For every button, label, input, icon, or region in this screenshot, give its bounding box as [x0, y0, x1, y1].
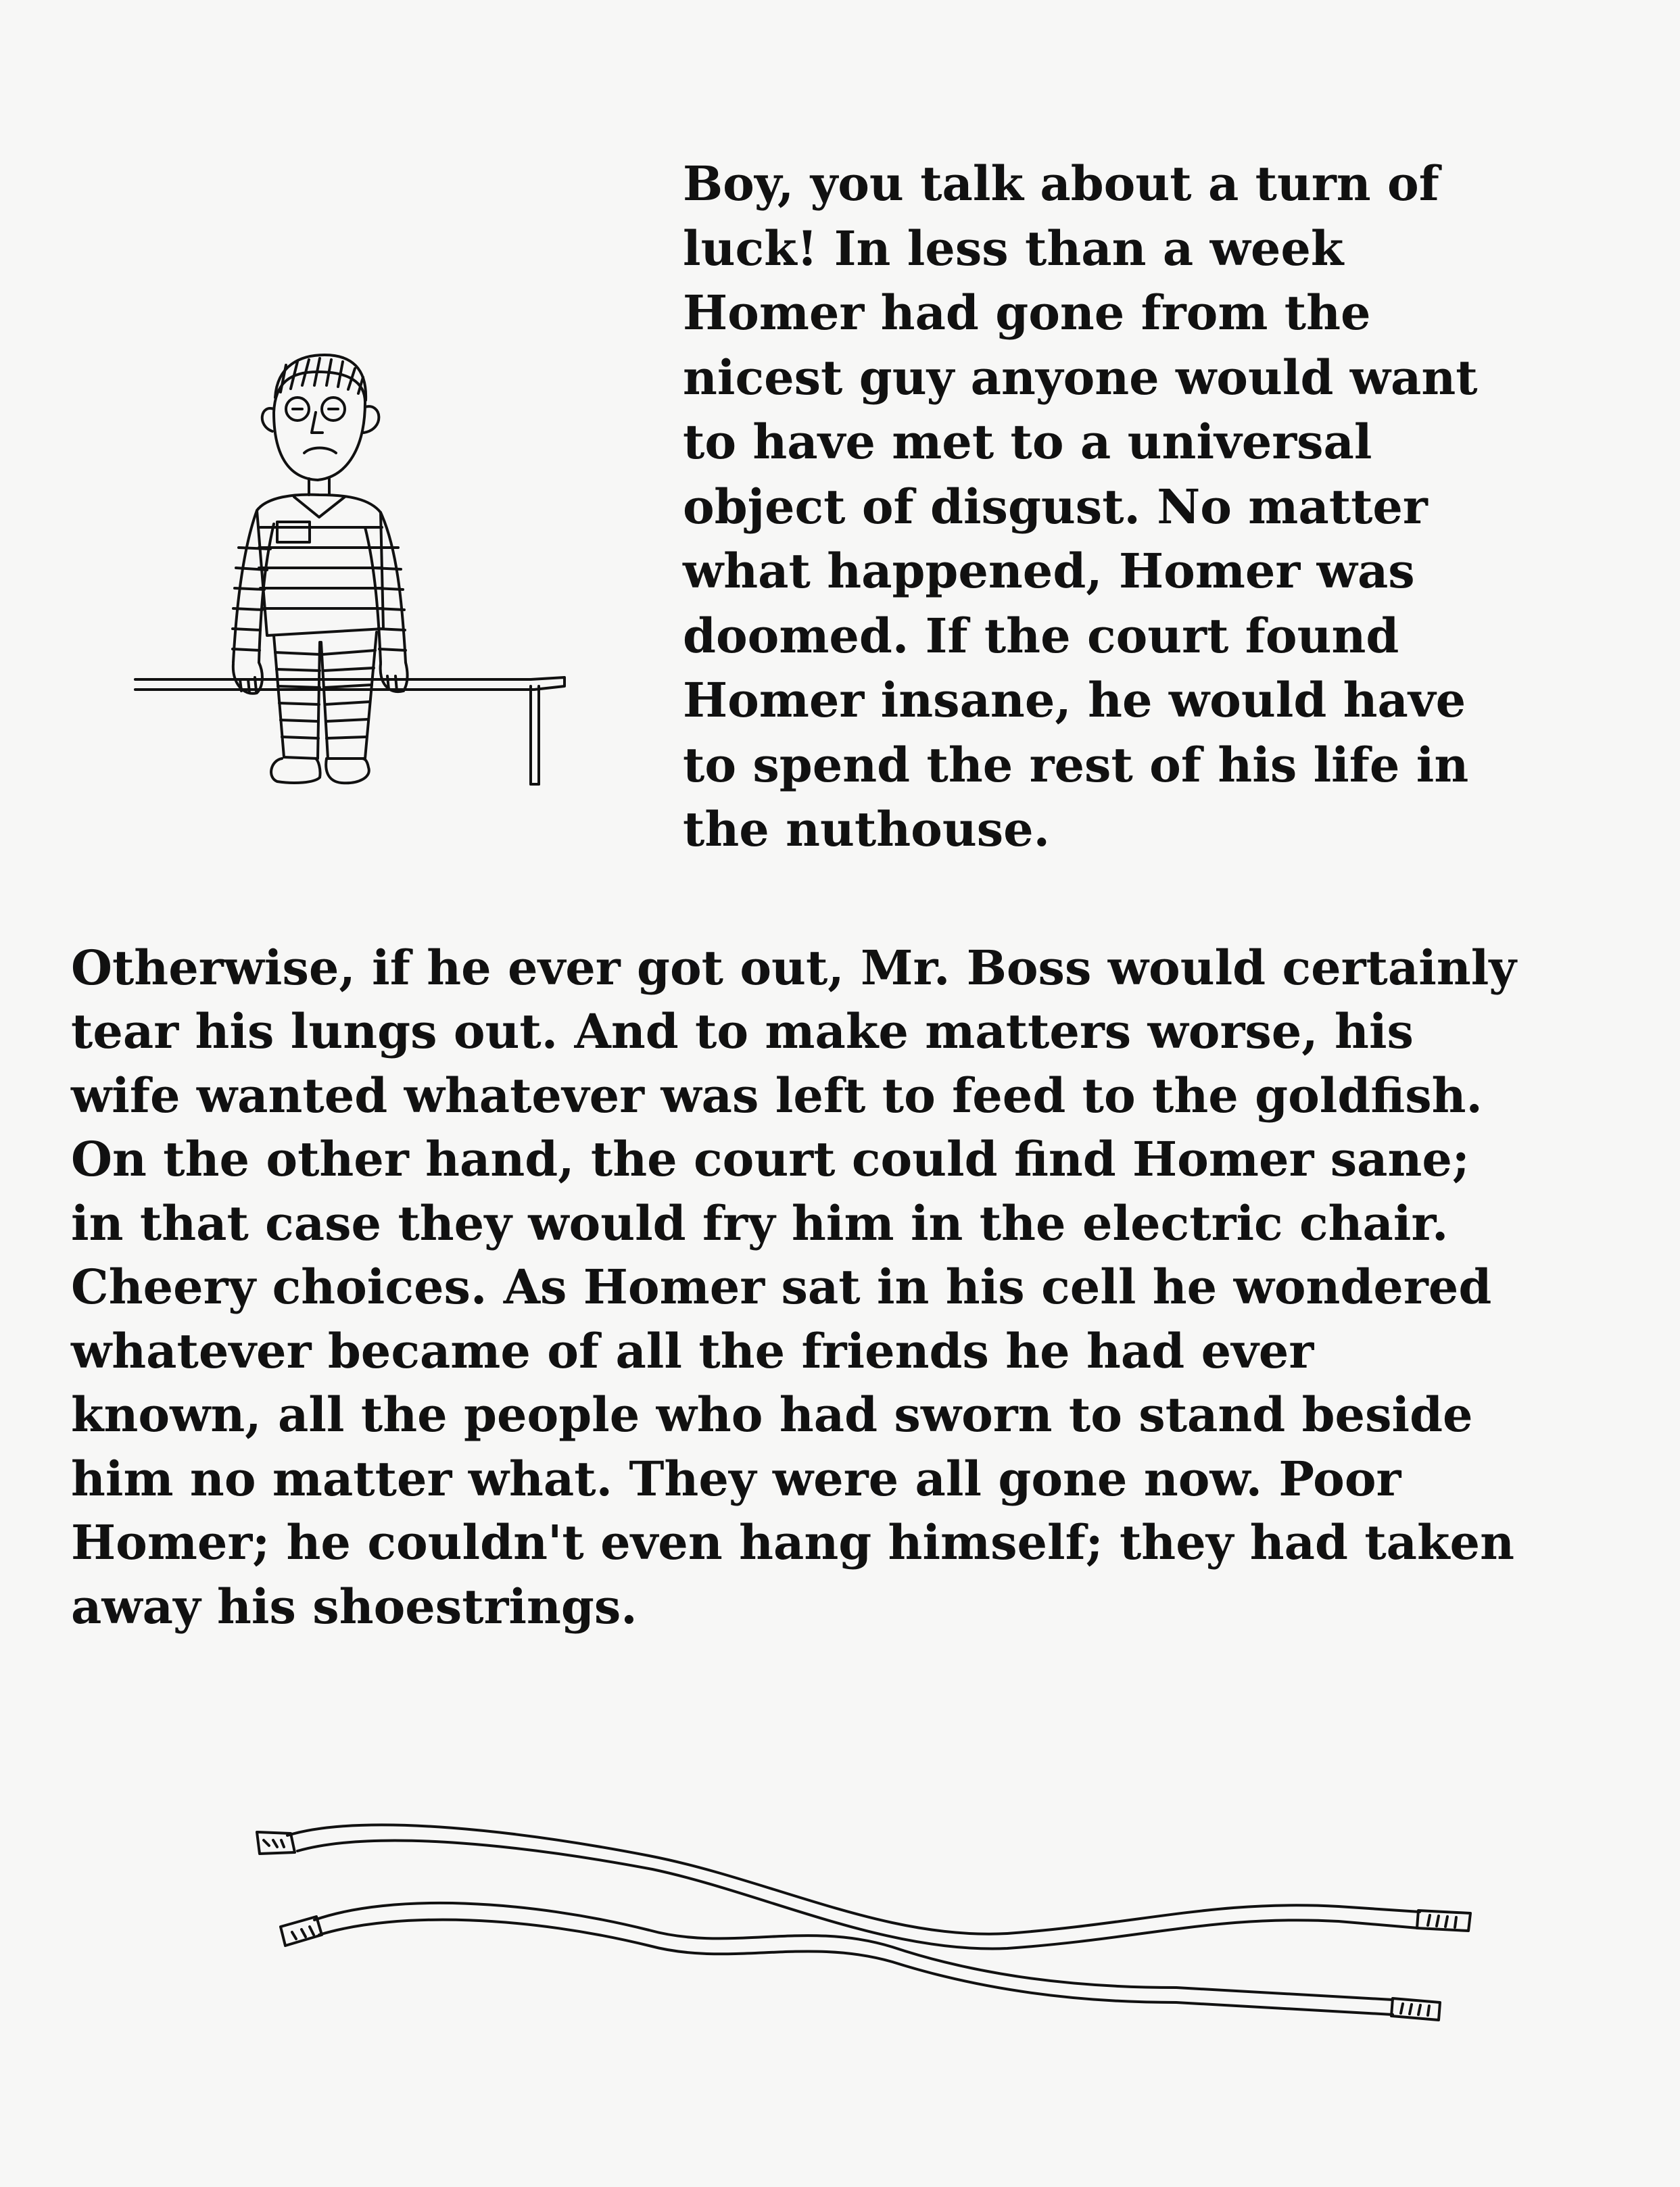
paragraph-2-line: in that case they would fry him in the electric chair.: [71, 1195, 1449, 1251]
paragraph-1-line: Boy, you talk about a turn of: [683, 155, 1439, 212]
paragraph-1-line: the nuthouse.: [683, 801, 1051, 857]
paragraph-1-line: to spend the rest of his life in: [683, 737, 1469, 793]
paragraph-1-line: luck! In less than a week: [683, 220, 1344, 277]
paragraph-1-line: to have met to a universal: [683, 414, 1372, 470]
paragraph-2-line: known, all the people who had sworn to stand beside: [71, 1387, 1473, 1443]
prisoner-illustration-icon: [132, 345, 571, 791]
paragraph-2-line: On the other hand, the court could find Homer sane;: [71, 1131, 1470, 1187]
paragraph-1-line: nicest guy anyone would want: [683, 350, 1478, 406]
paragraph-2-line: him no matter what. They were all gone now. Poor: [71, 1451, 1401, 1507]
paragraph-2-line: tear his lungs out. And to make matters worse, his: [71, 1003, 1414, 1059]
paragraph-1-line: what happened, Homer was: [683, 543, 1415, 599]
paragraph-1-line: object of disgust. No matter: [683, 479, 1428, 535]
shoelaces-illustration-icon: [243, 1785, 1487, 2042]
paragraph-1-line: doomed. If the court found: [683, 608, 1399, 664]
paragraph-2-line: Otherwise, if he ever got out, Mr. Boss would certainly: [71, 940, 1516, 996]
paragraph-2-line: Cheery choices. As Homer sat in his cell he wondered: [71, 1259, 1492, 1315]
paragraph-2-line: whatever became of all the friends he had ever: [71, 1323, 1314, 1379]
paragraph-1-line: Homer insane, he would have: [683, 672, 1466, 728]
paragraph-2-line: away his shoestrings.: [71, 1579, 638, 1635]
paragraph-1-line: Homer had gone from the: [683, 285, 1371, 341]
paragraph-2-line: wife wanted whatever was left to feed to the goldfish.: [71, 1067, 1483, 1124]
paragraph-2-line: Homer; he couldn't even hang himself; they had taken: [71, 1514, 1514, 1570]
